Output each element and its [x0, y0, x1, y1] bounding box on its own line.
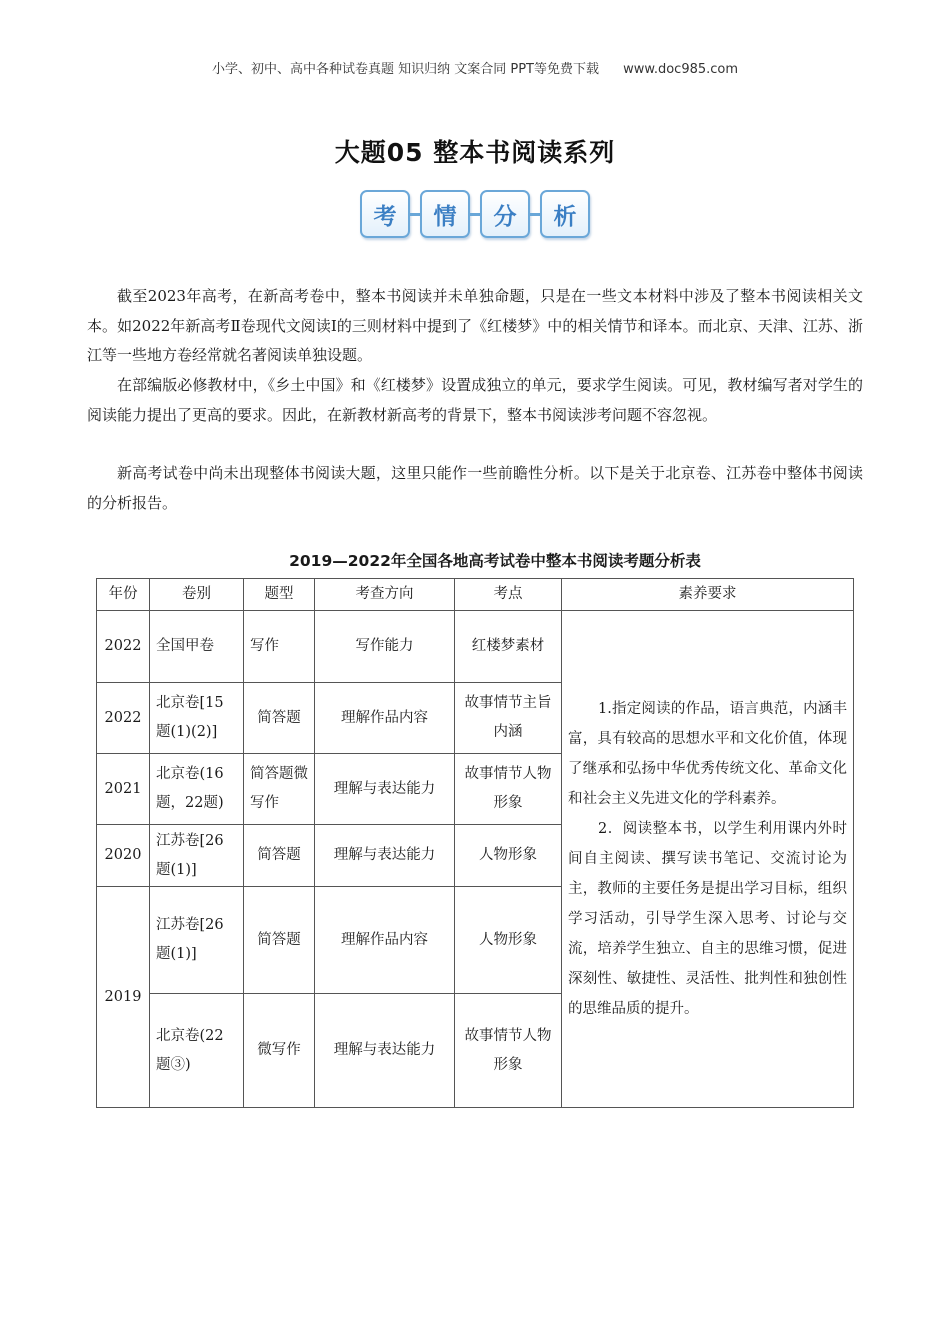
cell-type: 简答题	[244, 887, 315, 994]
cell-year: 2020	[97, 825, 150, 887]
cell-direction: 理解与表达能力	[315, 754, 455, 825]
cell-point: 故事情节人物形象	[455, 754, 562, 825]
cell-year: 2022	[97, 683, 150, 754]
intro-paragraph-1: 截至2023年高考，在新高考卷中，整本书阅读并未单独命题，只是在一些文本材料中涉及了整本书阅读相关文本。如2022年新高考Ⅱ卷现代文阅读Ⅰ的三则材料中提到了《红楼梦》中的相关情节和译本。而北京、天津、江苏、浙江等一些地方卷经常就名著阅读单独设题。	[87, 287, 863, 364]
cell-paper: 江苏卷[26题(1)]	[150, 825, 244, 887]
cell-type: 写作	[244, 611, 315, 683]
cell-paper: 北京卷(22题③)	[150, 994, 244, 1108]
header-text: 小学、初中、高中各种试卷真题 知识归纳 文案合同 PPT等免费下载	[211, 62, 599, 77]
intro-paragraph-2: 在部编版必修教材中，《乡土中国》和《红楼梦》设置成独立的单元，要求学生阅读。可见，教材编写者对学生的阅读能力提出了更高的要求。因此，在新教材新高考的背景下，整本书阅读涉考问题不容忽视。	[87, 376, 863, 424]
col-header-literacy: 素养要求	[562, 579, 854, 611]
badge-connector	[530, 213, 540, 216]
cell-type: 微写作	[244, 994, 315, 1108]
cell-paper: 北京卷[15题(1)(2)]	[150, 683, 244, 754]
table-title: 2019—2022年全国各地高考试卷中整本书阅读考题分析表	[289, 552, 701, 570]
col-header-type: 题型	[244, 579, 315, 611]
cell-paper: 北京卷(16题，22题)	[150, 754, 244, 825]
cell-paper: 江苏卷[26题(1)]	[150, 887, 244, 994]
cell-point: 人物形象	[455, 825, 562, 887]
col-header-direction: 考查方向	[315, 579, 455, 611]
badge-connector	[470, 213, 480, 216]
literacy-point-2: 2．阅读整本书，以学生利用课内外时间自主阅读、撰写读书笔记、交流讨论为主，教师的主要任务是提出学习目标，组织学习活动，引导学生深入思考、讨论与交流，培养学生独立、自主的思维习惯，促进深刻性、敏捷性、灵活性、批判性和独创性的思维品质的提升。	[568, 821, 847, 1017]
cell-type: 简答题	[244, 683, 315, 754]
col-header-point: 考点	[455, 579, 562, 611]
col-header-paper: 卷别	[150, 579, 244, 611]
header-site[interactable]: www.doc985.com	[623, 62, 739, 77]
literacy-point-1: 1.指定阅读的作品，语言典范，内涵丰富，具有较高的思想水平和文化价值，体现了继承和弘扬中华优秀传统文化、革命文化和社会主义先进文化的学科素养。	[568, 701, 847, 807]
page-title: 大题05 整本书阅读系列	[334, 138, 616, 167]
cell-year: 2022	[97, 611, 150, 683]
cell-year: 2019	[97, 887, 150, 1108]
cell-year: 2021	[97, 754, 150, 825]
cell-type: 简答题微写作	[244, 754, 315, 825]
cell-point: 红楼梦素材	[455, 611, 562, 683]
page-header	[0, 58, 950, 77]
intro-paragraph-3: 新高考试卷中尚未出现整体书阅读大题，这里只能作一些前瞻性分析。以下是关于北京卷、江苏卷中整体书阅读的分析报告。	[87, 464, 863, 512]
cell-point: 故事情节人物形象	[455, 994, 562, 1108]
cell-direction: 理解作品内容	[315, 683, 455, 754]
exam-analysis-badges	[0, 190, 950, 238]
table-header-row	[97, 579, 854, 611]
cell-paper: 全国甲卷	[150, 611, 244, 683]
cell-direction: 理解作品内容	[315, 887, 455, 994]
badge-kao: 考	[360, 190, 410, 238]
cell-literacy	[562, 611, 854, 1108]
cell-point: 人物形象	[455, 887, 562, 994]
cell-direction: 理解与表达能力	[315, 994, 455, 1108]
badge-connector	[410, 213, 420, 216]
cell-direction: 理解与表达能力	[315, 825, 455, 887]
cell-type: 简答题	[244, 825, 315, 887]
badge-xi: 析	[540, 190, 590, 238]
badge-fen: 分	[480, 190, 530, 238]
col-header-year: 年份	[97, 579, 150, 611]
cell-direction: 写作能力	[315, 611, 455, 683]
cell-point: 故事情节主旨内涵	[455, 683, 562, 754]
analysis-table	[96, 578, 854, 1108]
badge-qing: 情	[420, 190, 470, 238]
table-row	[97, 611, 854, 683]
